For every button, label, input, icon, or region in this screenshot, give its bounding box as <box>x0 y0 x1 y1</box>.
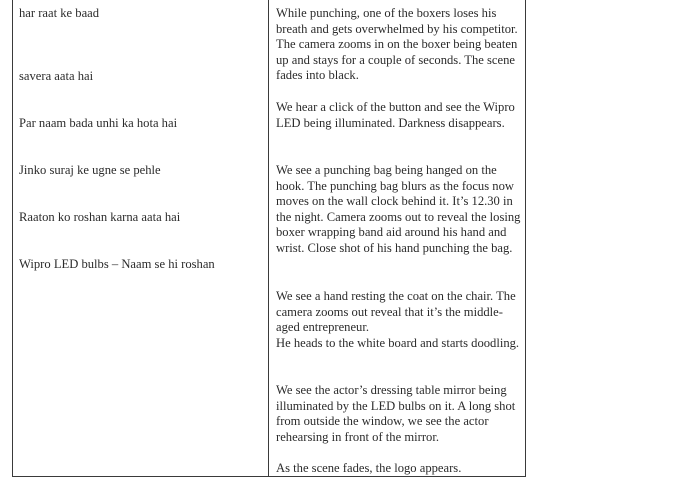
lyric-line: savera aata hai <box>19 69 94 83</box>
scene-description <box>276 461 526 477</box>
column-divider <box>268 0 269 476</box>
lyric-line: Wipro LED bulbs – Naam se hi roshan <box>19 257 215 271</box>
lyric-line: Par naam bada unhi ka hota hai <box>19 116 178 130</box>
scene-text: He heads to the white board and starts doodling. <box>276 335 520 350</box>
scene-text: We see the actor’s dressing table mirror being illuminated by the LED bulbs on it. A long shot from outside the window, we see the actor rehearsing in front of the mirror. <box>276 383 516 444</box>
lyric-line: Jinko suraj ke ugne se pehle <box>19 163 161 177</box>
scene-text: We hear a click of the button and see the Wipro LED being illuminated. Darkness disappears. <box>276 100 515 130</box>
scene-description <box>276 6 526 84</box>
scene-text: We see a punching bag being hanged on the hook. The punching bag blurs as the focus now moves on the wall clock behind it. It’s 12.30 in the night. Camera zooms out to reveal the losing boxer wrapping band aid around his hand and wrist. Close shot of his hand punching the bag. <box>276 163 521 255</box>
scene-description <box>276 383 526 445</box>
scene-text: As the scene fades, the logo appears. <box>276 461 462 475</box>
scene-text: We see a hand resting the coat on the chair. The camera zooms out reveal that it’s the middle-aged entrepreneur. <box>276 289 516 334</box>
lyric-line: har raat ke baad <box>19 6 100 20</box>
script-table <box>12 0 526 477</box>
scene-description <box>276 289 526 351</box>
scene-text: While punching, one of the boxers loses his breath and gets overwhelmed by his competitor. The camera zooms in on the boxer being beaten up and stays for a couple of seconds. The scene fades into black. <box>276 6 518 82</box>
scene-description <box>276 163 526 256</box>
lyric-line: Raaton ko roshan karna aata hai <box>19 210 181 224</box>
scene-description <box>276 100 526 131</box>
